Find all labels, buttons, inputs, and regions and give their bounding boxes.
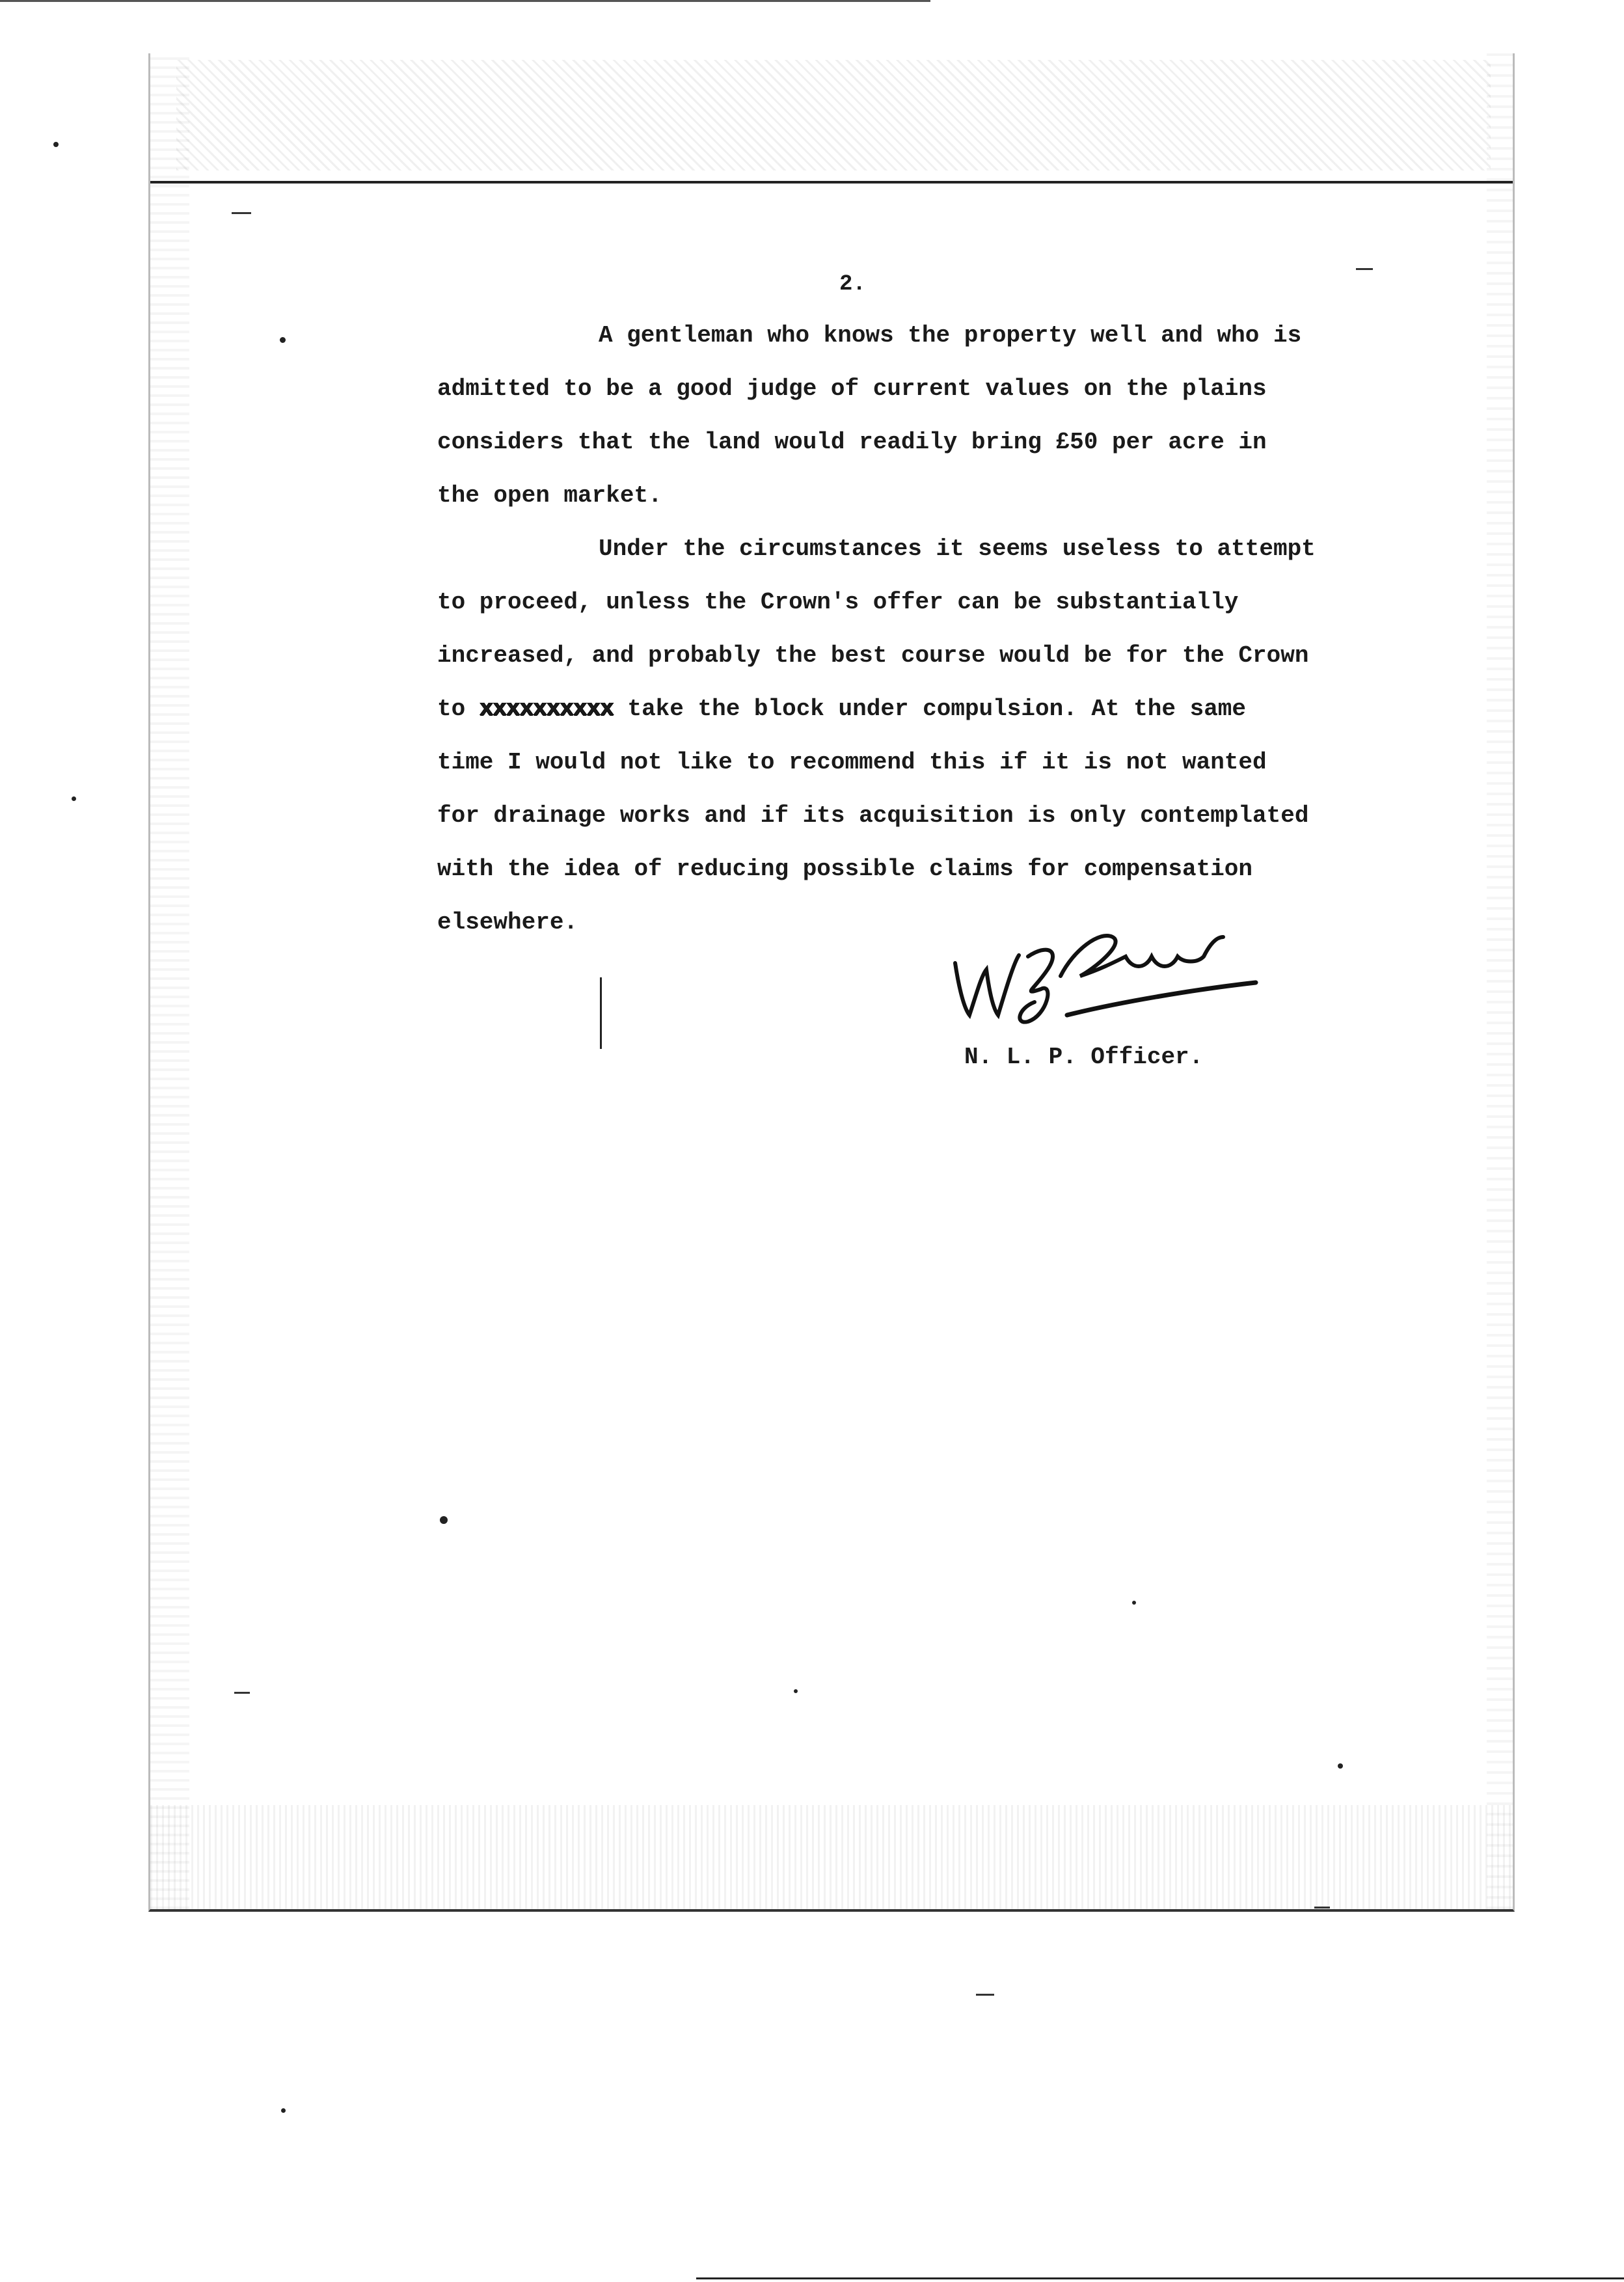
signatory-title: N. L. P. Officer. xyxy=(964,1044,1204,1070)
text-line: Under the circumstances it seems useless to attempt xyxy=(599,536,1316,562)
struck-out-text: xxxxxxxxxx xyxy=(479,696,614,722)
page-number: 2. xyxy=(839,272,866,297)
text-line: increased, and probably the best course would be for the Crown xyxy=(437,642,1309,669)
ink-speck xyxy=(53,142,59,147)
line-suffix: take the block under compulsion. At the same xyxy=(613,696,1247,722)
ink-speck xyxy=(1132,1601,1136,1605)
text-line: with the idea of reducing possible claims for compensation xyxy=(437,856,1253,882)
text-line: considers that the land would readily bring £50 per acre in xyxy=(437,429,1267,455)
letterhead-smudge xyxy=(176,60,1491,170)
ink-speck xyxy=(281,2108,286,2113)
line-prefix: to xyxy=(437,696,480,722)
scan-noise-left xyxy=(150,53,189,1909)
ink-speck xyxy=(72,796,76,801)
scan-noise-right xyxy=(1487,53,1513,1909)
text-line: to proceed, unless the Crown's offer can be substantially xyxy=(437,589,1239,616)
stray-pen-mark xyxy=(600,977,602,1049)
text-line: time I would not like to recommend this if it is not wanted xyxy=(437,749,1267,776)
letter-body xyxy=(437,319,1452,959)
paragraph-1 xyxy=(437,319,1452,532)
ink-speck xyxy=(794,1689,798,1693)
ink-speck xyxy=(1338,1763,1343,1769)
scan-edge-top xyxy=(0,0,930,2)
ink-speck xyxy=(440,1516,448,1524)
scan-edge-bottom xyxy=(696,2277,1624,2279)
text-line-with-strikeout xyxy=(437,692,1452,746)
letterhead-bleedthrough xyxy=(150,53,1513,183)
scan-dash xyxy=(234,1692,250,1694)
scan-dash xyxy=(976,1994,994,1996)
text-line: admitted to be a good judge of current values on the plains xyxy=(437,375,1267,402)
paragraph-2 xyxy=(437,532,1452,959)
text-line: the open market. xyxy=(437,482,662,509)
scan-dash xyxy=(1356,268,1373,270)
handwritten-signature xyxy=(950,917,1262,1028)
text-line: A gentleman who knows the property well and who is xyxy=(599,322,1302,349)
text-line: elsewhere. xyxy=(437,909,578,936)
text-line: for drainage works and if its acquisition is only contemplated xyxy=(437,802,1309,829)
scan-dash xyxy=(1314,1907,1330,1908)
ink-speck xyxy=(280,337,286,343)
scan-noise-bottom xyxy=(150,1805,1513,1909)
scan-dash xyxy=(232,212,251,214)
